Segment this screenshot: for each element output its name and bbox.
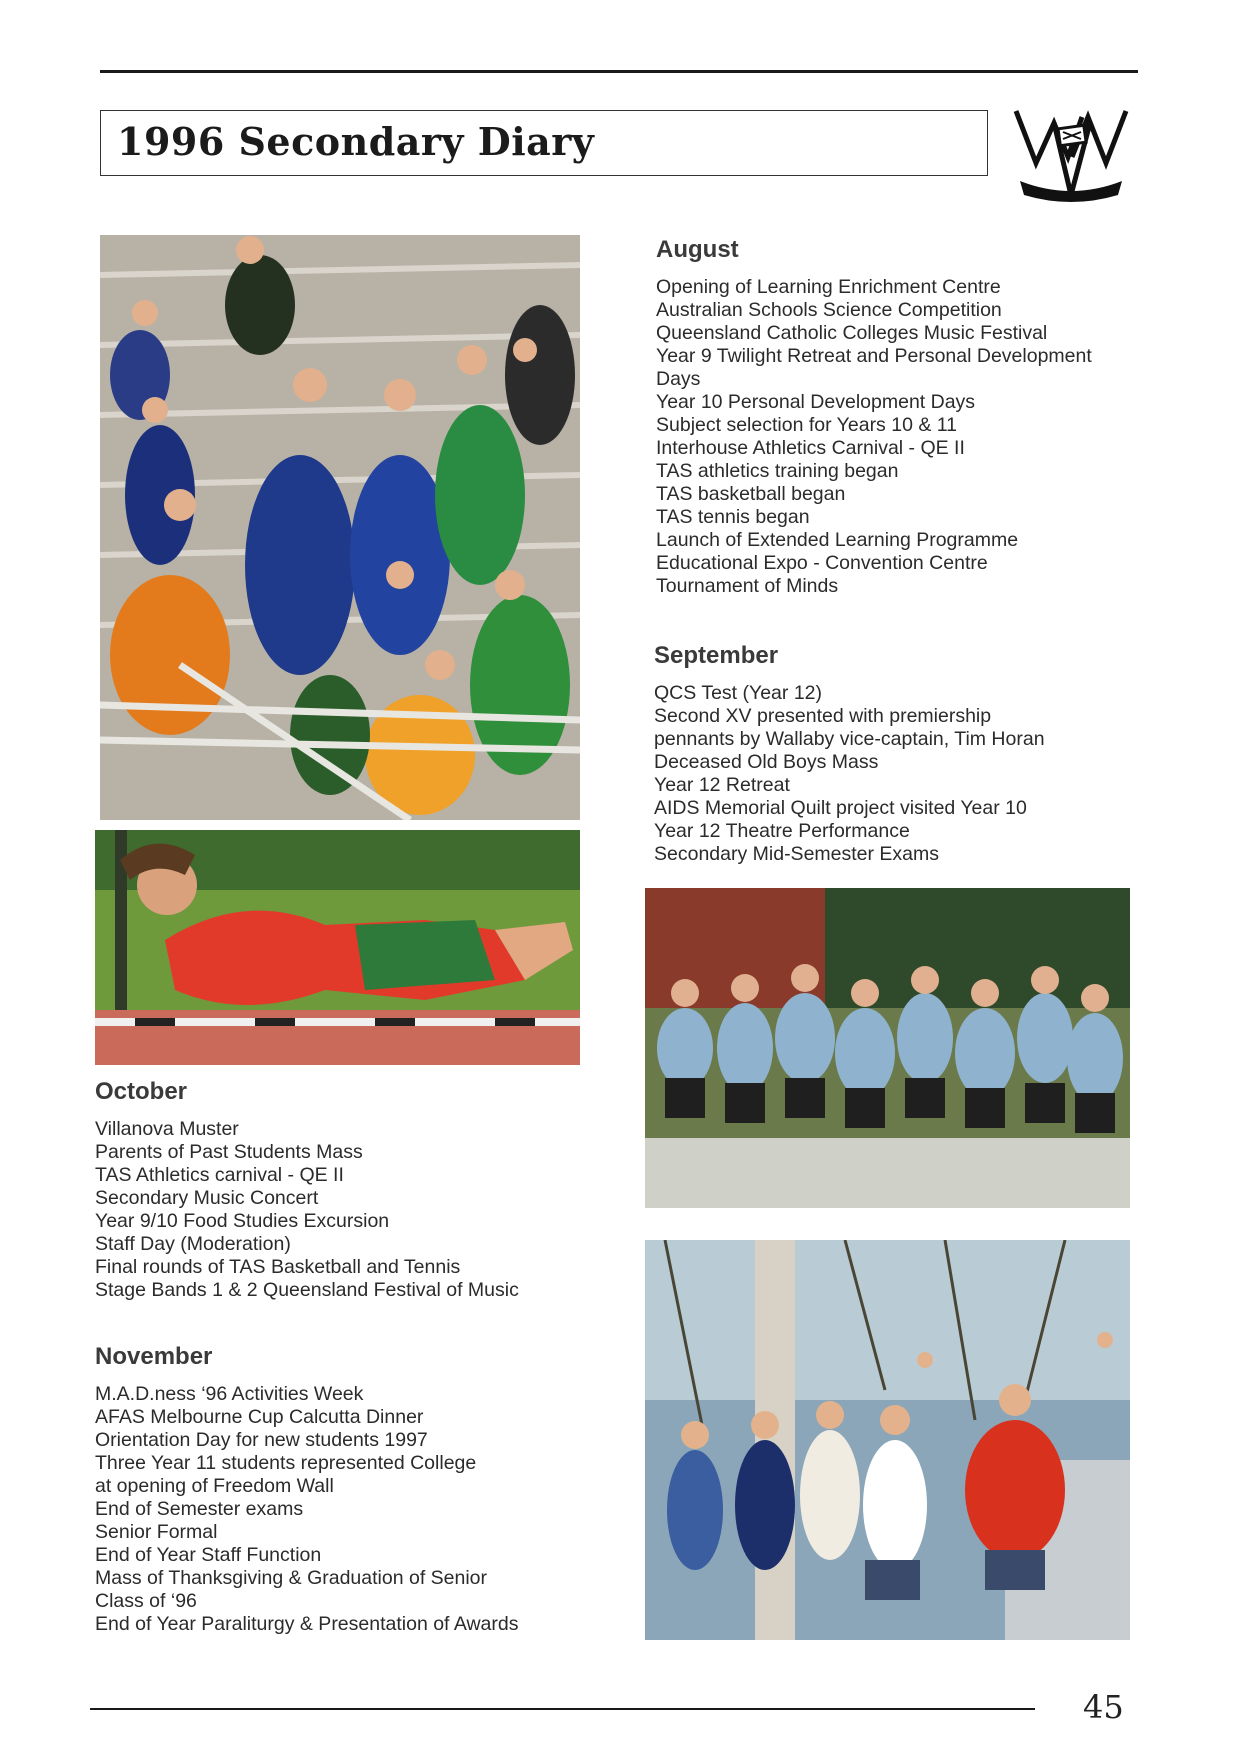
list-item: M.A.D.ness ‘96 Activities Week: [95, 1383, 364, 1405]
list-item: Orientation Day for new students 1997: [95, 1429, 428, 1451]
section-november: [95, 1343, 519, 1636]
list-item: Australian Schools Science Competition: [656, 299, 1002, 321]
school-crest-logo: [1010, 105, 1132, 205]
list-item: Secondary Music Concert: [95, 1187, 319, 1209]
list-item: Deceased Old Boys Mass: [654, 751, 879, 773]
list-item: TAS athletics training began: [656, 460, 899, 482]
month-heading-october: October: [95, 1078, 188, 1105]
list-item: Year 9 Twilight Retreat and Personal Development: [656, 345, 1092, 367]
list-item: Interhouse Athletics Carnival - QE II: [656, 437, 965, 459]
list-item: Year 10 Personal Development Days: [656, 391, 976, 413]
list-item: TAS basketball began: [656, 483, 846, 505]
list-item: TAS Athletics carnival - QE II: [95, 1164, 344, 1186]
title-box: [100, 110, 988, 176]
top-rule: [100, 70, 1138, 73]
list-item: Stage Bands 1 & 2 Queensland Festival of Music: [95, 1279, 519, 1301]
photo-crowd-grandstand: [100, 235, 580, 820]
page-title: 1996 Secondary Diary: [117, 119, 595, 164]
list-item: End of Semester exams: [95, 1498, 304, 1520]
section-september: [654, 642, 1045, 866]
list-item: End of Year Staff Function: [95, 1544, 322, 1566]
list-item: pennants by Wallaby vice-captain, Tim Horan: [654, 728, 1045, 750]
list-item: QCS Test (Year 12): [654, 682, 822, 704]
list-item: Days: [656, 368, 701, 390]
september-items: [654, 682, 1045, 866]
list-item: Parents of Past Students Mass: [95, 1141, 363, 1163]
photo-boys-waving: [645, 1240, 1130, 1640]
list-item: Class of ‘96: [95, 1590, 197, 1612]
photo-high-jump: [95, 830, 580, 1065]
photo-group-shirts: [645, 888, 1130, 1208]
list-item: Opening of Learning Enrichment Centre: [656, 276, 1001, 298]
august-items: [656, 276, 1092, 598]
month-heading-august: August: [656, 236, 739, 263]
november-items: [95, 1383, 519, 1636]
list-item: Secondary Mid-Semester Exams: [654, 843, 940, 865]
list-item: Subject selection for Years 10 & 11: [656, 414, 958, 436]
list-item: Year 12 Theatre Performance: [654, 820, 910, 842]
list-item: Staff Day (Moderation): [95, 1233, 291, 1255]
list-item: AFAS Melbourne Cup Calcutta Dinner: [95, 1406, 424, 1428]
month-heading-november: November: [95, 1343, 213, 1370]
list-item: Educational Expo - Convention Centre: [656, 552, 988, 574]
list-item: TAS tennis began: [656, 506, 810, 528]
section-august: [656, 236, 1092, 598]
month-heading-september: September: [654, 642, 779, 669]
list-item: Senior Formal: [95, 1521, 218, 1543]
bottom-rule: [90, 1708, 1035, 1710]
list-item: Final rounds of TAS Basketball and Tennis: [95, 1256, 461, 1278]
list-item: Tournament of Minds: [656, 575, 839, 597]
list-item: Queensland Catholic Colleges Music Festival: [656, 322, 1048, 344]
list-item: AIDS Memorial Quilt project visited Year 10: [654, 797, 1027, 819]
list-item: Second XV presented with premiership: [654, 705, 992, 727]
list-item: at opening of Freedom Wall: [95, 1475, 334, 1497]
list-item: Year 9/10 Food Studies Excursion: [95, 1210, 390, 1232]
section-october: [95, 1078, 519, 1302]
list-item: End of Year Paraliturgy & Presentation of Awards: [95, 1613, 519, 1635]
october-items: [95, 1118, 519, 1302]
list-item: Three Year 11 students represented College: [95, 1452, 477, 1474]
list-item: Mass of Thanksgiving & Graduation of Senior: [95, 1567, 488, 1589]
page-number: 45: [1083, 1688, 1124, 1726]
list-item: Year 12 Retreat: [654, 774, 790, 796]
list-item: Villanova Muster: [95, 1118, 239, 1140]
list-item: Launch of Extended Learning Programme: [656, 529, 1019, 551]
